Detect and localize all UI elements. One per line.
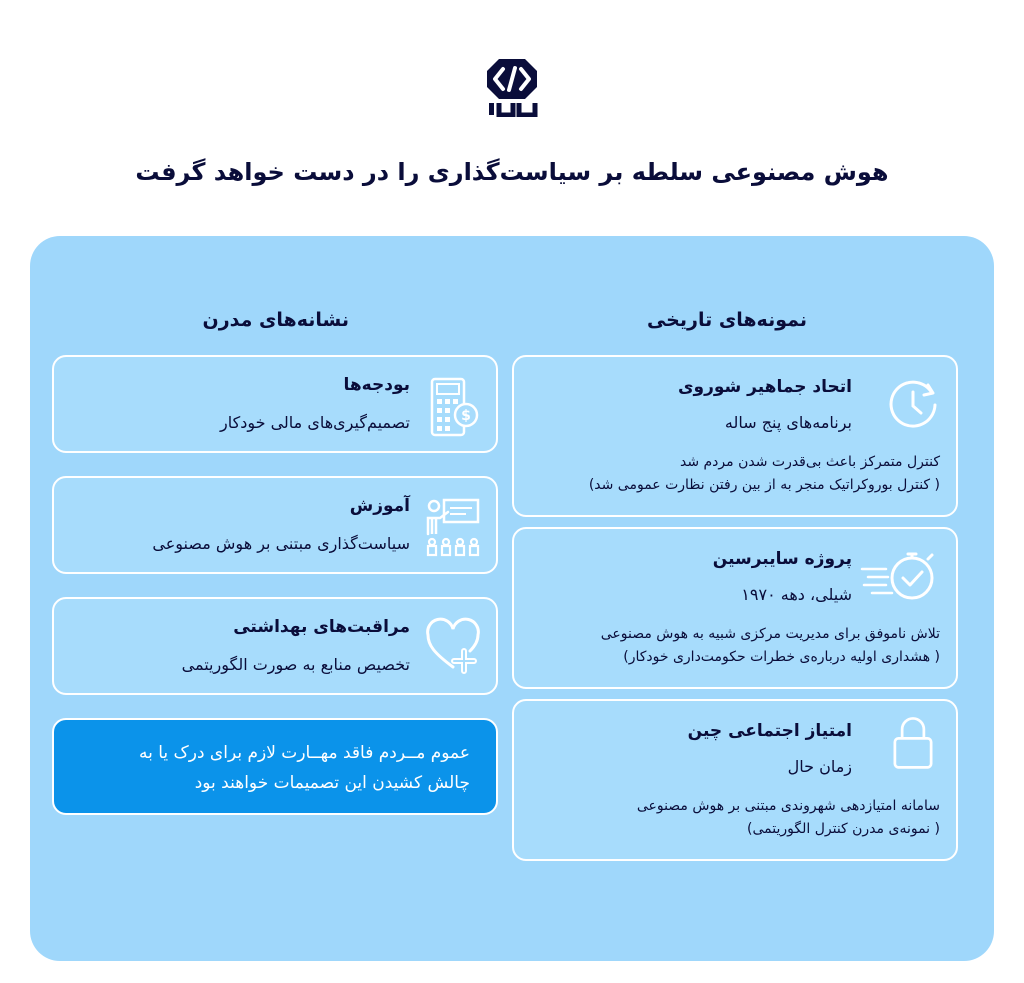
code-brackets-logo <box>485 57 539 117</box>
card-desc-line2: ( نمونه‌ی مدرن کنترل الگوریتمی) <box>747 821 940 837</box>
svg-text:$: $ <box>461 408 471 424</box>
brand-logo <box>485 57 539 117</box>
stopwatch-check-icon <box>858 545 942 603</box>
modern-heading: نشانه‌های مدرن <box>202 309 349 331</box>
card-subtitle: تخصیص منابع به صورت الگوریتمی <box>181 655 410 674</box>
card-subtitle: شیلی، دهه ۱۹۷۰ <box>741 585 852 604</box>
conclusion-line2: چالش کشیدن این تصمیمات خواهند بود <box>194 773 470 793</box>
card-desc-line1: تلاش ناموفق برای مدیریت مرکزی شبیه به هوش مصنوعی <box>600 626 940 642</box>
card-title: آموزش <box>349 496 410 516</box>
card-desc-line1: سامانه امتیازدهی شهروندی مبتنی بر هوش مصنوعی <box>636 798 940 814</box>
history-card-cybersyn <box>512 527 958 689</box>
card-title: پروژه سایبرسین <box>712 549 852 569</box>
modern-card-budgets <box>52 355 498 453</box>
page-title: هوش مصنوعی سلطه بر سیاست‌گذاری را در دست خواهد گرفت <box>135 158 889 186</box>
teacher-classroom-icon <box>422 494 482 558</box>
card-subtitle: برنامه‌های پنج ساله <box>724 413 852 432</box>
heart-plus-icon <box>424 617 482 675</box>
card-desc-line2: ( هشداری اولیه درباره‌ی خطرات حکومت‌داری خودکار) <box>623 649 940 665</box>
conclusion-line1: عموم مــردم فاقد مهــارت لازم برای درک یا به <box>138 743 470 763</box>
card-title: اتحاد جماهیر شوروی <box>677 377 852 397</box>
historical-heading: نمونه‌های تاریخی <box>646 309 807 331</box>
card-subtitle: تصمیم‌گیری‌های مالی خودکار <box>219 413 410 432</box>
modern-card-education <box>52 476 498 574</box>
conclusion-box <box>52 718 498 815</box>
card-title: امتیاز اجتماعی چین <box>687 721 852 741</box>
card-subtitle: سیاست‌گذاری مبتنی بر هوش مصنوعی <box>152 534 410 553</box>
padlock-icon <box>884 713 942 771</box>
card-title: بودجه‌ها <box>343 375 410 395</box>
clock-refresh-icon <box>884 375 942 433</box>
card-desc-line1: کنترل متمرکز باعث بی‌قدرت شدن مردم شد <box>679 454 940 470</box>
calculator-coin-icon <box>426 375 482 439</box>
history-card-ussr <box>512 355 958 517</box>
card-subtitle: زمان حال <box>787 757 852 776</box>
history-card-china <box>512 699 958 861</box>
modern-card-healthcare <box>52 597 498 695</box>
card-desc-line2: ( کنترل بوروکراتیک منجر به از بین رفتن نظارت عمومی شد) <box>588 477 940 493</box>
card-title: مراقبت‌های بهداشتی <box>233 617 410 637</box>
